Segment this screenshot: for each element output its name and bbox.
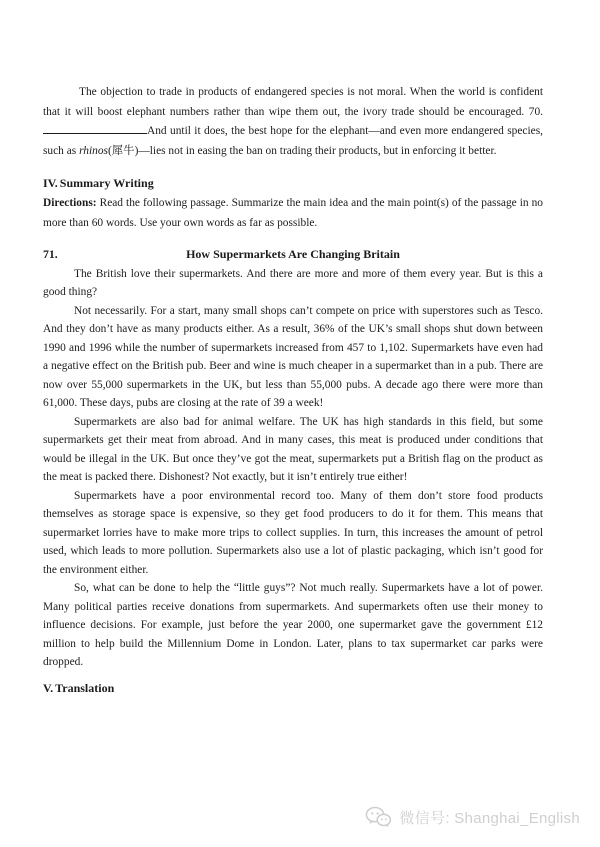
answer-blank-70 (43, 131, 147, 134)
intro-paragraph (43, 83, 543, 161)
passage-header (43, 245, 543, 264)
intro-text-after-blank: And until it does, the best hope for the elephant—and even more endangered species, such as (43, 125, 543, 157)
wechat-watermark (365, 806, 580, 828)
passage-paragraph: So, what can be done to help the “little guys”? Not much really. Supermarkets have a lot of power. Many political parties receive donations from supermarkets. And supermarkets often use their money to influence decisions. For example, just before the year 2000, one supermarket gave the government £12 million to help build the Millennium Dome in London. Later, plans to tax supermarket car parks were dropped. (43, 582, 543, 669)
watermark-text: 微信号: Shanghai_English (399, 809, 580, 827)
directions (43, 194, 543, 233)
intro-text-before-blank: The objection to trade in products of endangered species is not moral. When the world is confident that it will boost elephant numbers rather than wipe them out, the ivory trade should be encouraged. 70. (43, 86, 543, 118)
passage-paragraph: Not necessarily. For a start, many small shops can’t compete on price with superstores such as Tesco. And they don’t have as many products either. As a result, 36% of the UK’s small shops shut down between 1990 and 1996 while the number of supermarkets increased from 457 to 1,102. Supermarkets have even had a negative effect on the British pub. Beer and wine is much cheaper in a supermarket than in a pub. There are now over 55,000 supermarkets in the UK, but less than 55,000 pubs. A decade ago there were more than 61,000. These days, pubs are closing at the rate of 39 a week! (43, 304, 543, 410)
passage-paragraph: Supermarkets have a poor environmental record too. Many of them don’t store food products themselves as storage space is expensive, so they get food producers to do it for them. This means that supermarket lorries have to make more trips to collect supplies. In turn, this increases the amount of petrol used, which leads to more pollution. Supermarkets also use a lot of plastic packaging, which isn’t good for the environment either. (43, 489, 543, 576)
passage-paragraph: The British love their supermarkets. And there are more and more of them every year. But is this a good thing? (43, 267, 543, 299)
section-v-number: V. (43, 680, 54, 695)
section-iv-number: IV. (43, 176, 58, 191)
directions-text: Read the following passage. Summarize the main idea and the main point(s) of the passage in no more than 60 words. Use your own words as far as possible. (43, 196, 543, 229)
intro-text-after-italic: (犀牛)—lies not in easing the ban on trading their products, but in enforcing it better. (108, 144, 497, 157)
passage-paragraph: Supermarkets are also bad for animal welfare. The UK has high standards in this field, but some supermarkets get their meat from abroad. And in many cases, this meat is produced under conditions that would be illegal in the UK. But once they’ve got the meat, supermarkets put a British flag on the product as the meat is packed there. Dishonest? Not exactly, but it isn’t entirely true either! (43, 415, 543, 484)
section-iv-title: Summary Writing (59, 176, 154, 191)
document-content (43, 83, 543, 698)
wechat-icon (365, 806, 392, 828)
directions-label: Directions: (43, 196, 97, 209)
passage-title: How Supermarkets Are Changing Britain (186, 247, 400, 262)
rhinos-italic: rhinos (79, 144, 108, 157)
section-heading-iv (43, 174, 543, 194)
question-number-71: 71. (43, 247, 58, 262)
section-v-title: Translation (55, 680, 115, 695)
section-heading-v (43, 679, 543, 699)
